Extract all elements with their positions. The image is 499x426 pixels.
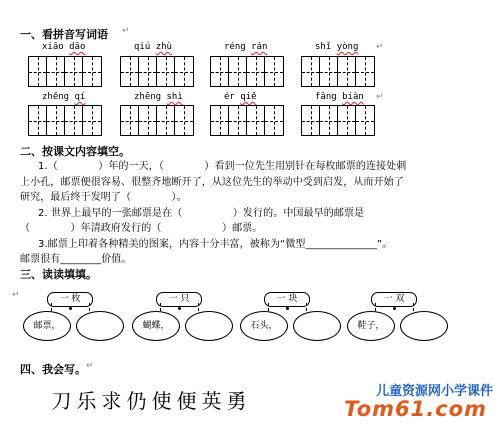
fill-line-6[interactable]: 3.邮票上印着各种精美的图案，内容十分丰富，被称为“微型______________”。: [38, 239, 393, 250]
return-mark-icon: ↵: [122, 26, 130, 36]
connector-line: [89, 303, 90, 311]
writing-grid[interactable]: [301, 105, 375, 136]
noun-oval: [132, 311, 180, 341]
char: 英: [201, 389, 222, 413]
grid-cell[interactable]: [229, 106, 247, 135]
connector-line: [413, 303, 414, 311]
fill-line-2: 上小孔，邮票便很容易、很整齐地断开了，从这位先生的举动中受到启发，从而开始了: [20, 177, 404, 188]
writing-grid[interactable]: [301, 56, 375, 87]
char: 乐: [76, 389, 97, 413]
grid-cell[interactable]: [302, 57, 320, 86]
calligraphy-row: [50, 388, 248, 414]
writing-grid[interactable]: [210, 105, 284, 136]
pinyin-syllable: qiě: [240, 92, 257, 102]
pinyin-syllable: zhěng: [42, 92, 70, 102]
grid-cell[interactable]: [356, 57, 374, 86]
char: 便: [176, 389, 197, 413]
return-mark-icon: ↵: [376, 42, 384, 52]
watermark-text: 儿童资源网小学课件: [375, 384, 493, 399]
connector-dot: [286, 307, 289, 310]
grid-cell[interactable]: [338, 106, 356, 135]
return-mark-icon: ↵: [376, 92, 384, 102]
connector-line: [198, 303, 199, 311]
grid-cell[interactable]: [356, 106, 374, 135]
grid-cell[interactable]: [338, 57, 356, 86]
grid-cell[interactable]: [175, 57, 193, 86]
char: 刀: [51, 389, 72, 413]
grid-cell[interactable]: [47, 57, 65, 86]
grid-cell[interactable]: [121, 106, 139, 135]
grid-cell[interactable]: [65, 57, 83, 86]
pinyin-syllable: ér: [224, 92, 235, 102]
pinyin-syllable: zhù: [155, 42, 172, 52]
grid-cell[interactable]: [302, 106, 320, 135]
noun-oval: [240, 311, 288, 341]
grid-cell[interactable]: [247, 57, 265, 86]
measure-word-box: 一 只: [156, 292, 202, 307]
grid-cell[interactable]: [29, 57, 47, 86]
writing-grid[interactable]: [28, 105, 102, 136]
pinyin-syllable: yòng: [336, 42, 359, 52]
answer-oval[interactable]: [293, 311, 341, 341]
connector-dot: [393, 307, 396, 310]
answer-oval[interactable]: [76, 311, 124, 341]
connector-line: [375, 303, 376, 311]
measure-word-box: 一 块: [264, 292, 310, 307]
grid-cell[interactable]: [320, 57, 338, 86]
char: 仍: [126, 389, 147, 413]
noun-oval: [23, 311, 71, 341]
pinyin-syllable: xiāo: [42, 42, 64, 52]
grid-cell[interactable]: [65, 106, 83, 135]
watermark-logo: [335, 380, 495, 425]
punctuation: ，: [160, 321, 170, 331]
pinyin-syllable: fāng: [315, 92, 337, 102]
pinyin-syllable: qiú: [134, 42, 151, 52]
pinyin-label: [134, 42, 172, 52]
section-4-title: 四、我会写。: [20, 363, 86, 376]
fill-line-3[interactable]: 研究，最后终于发明了（ ）。: [20, 192, 187, 203]
writing-grid[interactable]: [210, 56, 284, 87]
pinyin-label: [224, 92, 257, 102]
grid-cell[interactable]: [320, 106, 338, 135]
grid-cell[interactable]: [265, 57, 283, 86]
noun-label: 石头: [250, 321, 269, 331]
pinyin-syllable: shì: [166, 92, 183, 102]
section-3-title: 三、读读填填。: [20, 268, 97, 281]
pinyin-label: [224, 42, 267, 52]
noun-label: 邮票: [33, 321, 52, 331]
grid-cell[interactable]: [175, 106, 193, 135]
grid-cell[interactable]: [211, 57, 229, 86]
fill-line-7[interactable]: 邮票很有________价值。: [20, 254, 132, 265]
connector-dot: [69, 307, 72, 310]
fill-line-1[interactable]: 1.（ ）年的一天，（ ）看到一位先生用别针在每枚邮票的连接处刺: [38, 161, 407, 172]
pinyin-label: [134, 92, 183, 102]
writing-grid[interactable]: [120, 56, 194, 87]
char: 勇: [226, 389, 247, 413]
pinyin-label: [315, 42, 358, 52]
char: 使: [151, 389, 172, 413]
grid-cell[interactable]: [121, 57, 139, 86]
pinyin-label: [42, 42, 85, 52]
fill-line-5[interactable]: （ ）年清政府发行的（ ）邮票。: [20, 223, 263, 234]
pinyin-syllable: biàn: [342, 92, 364, 102]
char: 求: [101, 389, 122, 413]
grid-cell[interactable]: [47, 106, 65, 135]
writing-grid[interactable]: [28, 56, 102, 87]
grid-cell[interactable]: [247, 106, 265, 135]
noun-oval: [347, 311, 395, 341]
noun-label: 鞋子: [357, 321, 376, 331]
grid-cell[interactable]: [139, 106, 157, 135]
grid-cell[interactable]: [265, 106, 283, 135]
connector-line: [306, 303, 307, 311]
pinyin-syllable: zhēng: [134, 92, 162, 102]
answer-oval[interactable]: [185, 311, 233, 341]
measure-word-box: 一 枚: [47, 292, 93, 307]
grid-cell[interactable]: [229, 57, 247, 86]
grid-cell[interactable]: [29, 106, 47, 135]
return-mark-icon: ↵: [86, 361, 94, 371]
grid-cell[interactable]: [211, 106, 229, 135]
measure-word-box: 一 双: [371, 292, 417, 307]
grid-cell[interactable]: [139, 57, 157, 86]
pinyin-syllable: dāo: [69, 42, 86, 52]
grid-cell[interactable]: [83, 106, 101, 135]
connector-line: [268, 303, 269, 311]
fill-line-4[interactable]: 2. 世界上最早的一张邮票是在（ ）发行的。中国最早的邮票是: [38, 208, 365, 219]
pinyin-syllable: rán: [251, 42, 268, 52]
pinyin-syllable: qí: [74, 92, 86, 102]
grid-cell[interactable]: [157, 106, 175, 135]
pinyin-syllable: réng: [224, 42, 246, 52]
section-2-title: 二、按课文内容填空。: [20, 145, 130, 158]
pinyin-label: [42, 92, 85, 102]
pinyin-syllable: shǐ: [315, 42, 332, 52]
pinyin-label: [315, 92, 364, 102]
connector-line: [160, 303, 161, 311]
punctuation: ，: [268, 321, 278, 331]
answer-oval[interactable]: [400, 311, 448, 341]
grid-cell[interactable]: [83, 57, 101, 86]
punctuation: ，: [375, 321, 385, 331]
section-1-title: 一、看拼音写词语: [20, 28, 108, 41]
return-mark-icon: ↵: [12, 290, 20, 300]
connector-dot: [178, 307, 181, 310]
watermark-domain: Tom61.com: [344, 397, 487, 421]
grid-cell[interactable]: [157, 57, 175, 86]
writing-grid[interactable]: [120, 105, 194, 136]
noun-label: 蝴蝶: [142, 321, 161, 331]
connector-line: [51, 303, 52, 311]
punctuation: ，: [51, 321, 61, 331]
